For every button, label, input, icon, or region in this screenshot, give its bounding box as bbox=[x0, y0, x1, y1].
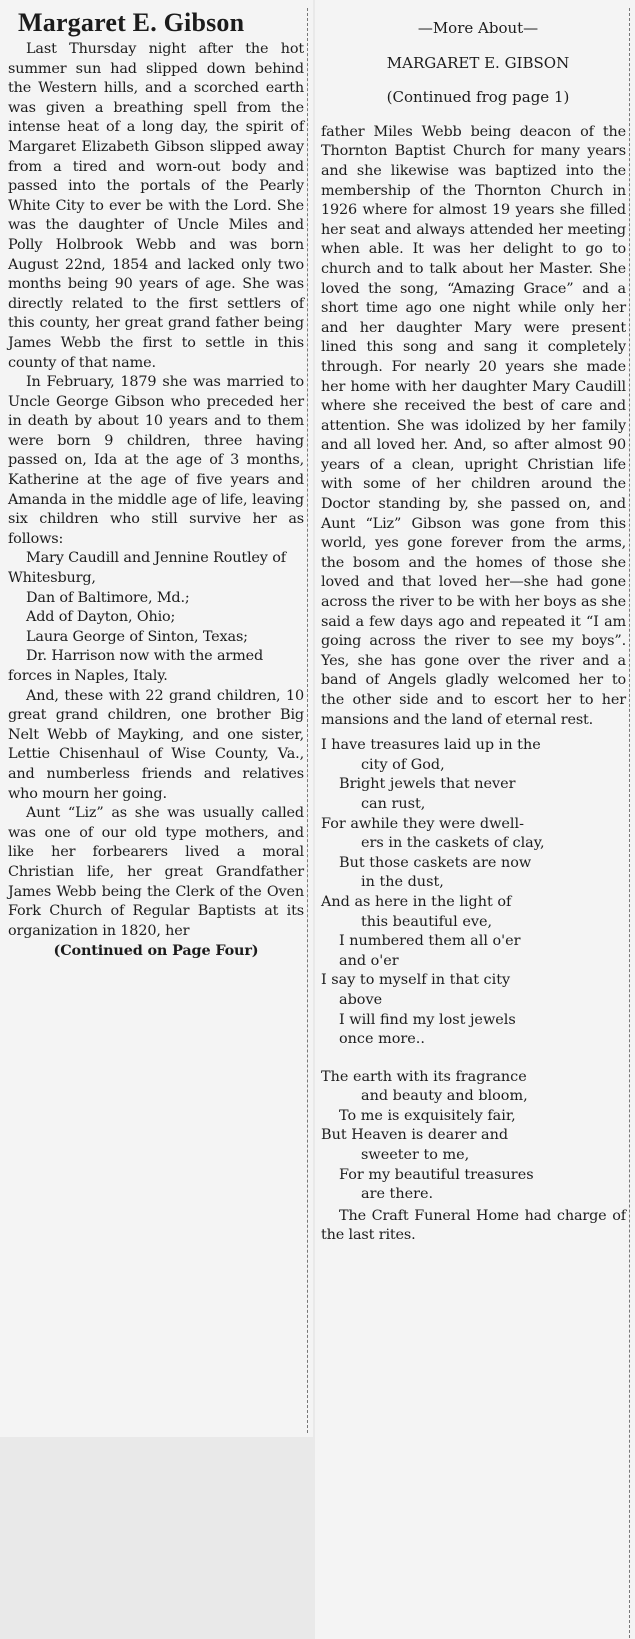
poem-line: I will find my lost jewels bbox=[339, 1011, 516, 1028]
obituary-paragraph-1: Last Thursday night after the hot summer sun had slipped down behind the Western hills, and a scorched earth was given a breathing spell from the intense heat of a long day, the spirit of Margaret Elizabeth Gibson slipped away from a tired and worn-out body and passed into the portals of the Pearly White City to ever be with the Lord. She was the daughter of Uncle Miles and Polly Holbrook Webb and was born August 22nd, 1854 and lacked only two months being 90 years of age. She was directly related to the first settlers of this county, her great grand father being James Webb the first to settle in this county of that name. bbox=[8, 41, 304, 371]
poem-line: sweeter to me, bbox=[361, 1147, 470, 1164]
poem-line: I say to myself in that city bbox=[321, 972, 511, 989]
obituary-paragraph-4: Aunt “Liz” as she was usually called was one of our old type mothers, and like her forbearers lived a moral Christian life, her great Grandfather James Webb being the Clerk of the Oven Fork Church of Regular Baptists at its organization in 1820, her bbox=[8, 805, 304, 939]
survivor-entry-3: Add of Dayton, Ohio; bbox=[26, 609, 176, 626]
poem-line: Bright jewels that never bbox=[339, 776, 516, 793]
poem-line: I numbered them all o'er bbox=[339, 933, 521, 950]
poem-line: and o'er bbox=[339, 952, 399, 969]
right-column-clipping bbox=[315, 0, 635, 1639]
column-divider-left bbox=[307, 8, 308, 1433]
poem-line: For awhile they were dwell- bbox=[321, 815, 524, 832]
survivor-entry-5: Dr. Harrison now with the armed forces in Naples, Italy. bbox=[8, 648, 264, 684]
continuation-name-heading: MARGARET E. GIBSON bbox=[386, 53, 570, 72]
poem-line: above bbox=[339, 991, 383, 1008]
poem-stanza-2 bbox=[321, 1068, 626, 1205]
poem-line: And as here in the light of bbox=[321, 893, 512, 910]
poem-line: ers in the caskets of clay, bbox=[361, 835, 545, 852]
poem-line: But Heaven is dearer and bbox=[321, 1127, 509, 1144]
survivor-entry-2: Dan of Baltimore, Md.; bbox=[26, 589, 190, 606]
obituary-headline: Margaret E. Gibson bbox=[18, 8, 245, 37]
column-divider-right bbox=[629, 8, 630, 1638]
continued-on-page-notice: (Continued on Page Four) bbox=[53, 942, 259, 960]
poem-line: city of God, bbox=[361, 756, 445, 773]
survivor-entry-4: Laura George of Sinton, Texas; bbox=[26, 628, 248, 645]
poem-line: and beauty and bloom, bbox=[361, 1088, 528, 1105]
poem-line: But those caskets are now bbox=[339, 854, 532, 871]
poem-line: The earth with its fragrance bbox=[321, 1068, 527, 1085]
poem-line: can rust, bbox=[361, 795, 426, 812]
poem-line: For my beautiful treasures bbox=[339, 1166, 534, 1183]
continued-from-notice: (Continued frog page 1) bbox=[386, 88, 570, 107]
survivor-entry-1: Mary Caudill and Jennine Routley of Whitesburg, bbox=[8, 550, 286, 587]
obituary-paragraph-3: And, these with 22 grand children, 10 great grand children, one brother Big Nelt Webb of Mayking, and one sister, Lettie Chisenhaul of Wise County, Va., and numberless friends and relatives who mourn her going. bbox=[8, 687, 304, 802]
poem-line: To me is exquisitely fair, bbox=[339, 1107, 516, 1124]
poem-line: this beautiful eve, bbox=[361, 913, 493, 930]
left-column-clipping bbox=[0, 0, 313, 1437]
funeral-home-notice: The Craft Funeral Home had charge of the last rites. bbox=[321, 1207, 626, 1244]
continuation-paragraph: father Miles Webb being deacon of the Thornton Baptist Church for many years and she likewise was baptized into the membership of the Thornton Church in 1926 where for almost 19 years she filled her seat and always attended her meeting when able. It was her delight to go to church and to talk about her Master. She loved the song, “Amazing Grace” and a short time ago one night while only her and her daughter Mary were present lined this song and sang it completely through. For nearly 20 years she made her home with her daughter Mary Caudill where she received the best of care and attention. She was idolized by her family and all loved her. And, so after almost 90 years of a clean, upright Christian life with some of her children around the Doctor standing by, she passed on, and Aunt “Liz” Gibson was gone from this world, yes gone forever from the arms, the bosom and the homes of those she loved and that loved her—she had gone across the river to be with her boys as she said a few days ago and repeated it “I am going across the river to see my boys”. Yes, she has gone over the river and a band of Angels gladly welcomed her to the other side and to escort her to her mansions and the land of eternal rest. bbox=[321, 123, 626, 728]
poem-line: once more.. bbox=[339, 1031, 425, 1048]
more-about-label: —More About— bbox=[417, 19, 539, 37]
poem-stanza-1 bbox=[321, 736, 626, 1050]
obituary-paragraph-2: In February, 1879 she was married to Uncle George Gibson who preceded her in death by about 10 years and to them were born 9 children, three having passed on, Ida at the age of 3 months, Katherine at the age of five years and Amanda in the middle age of life, leaving six children who still survive her as follows: bbox=[8, 374, 304, 547]
poem-line: in the dust, bbox=[361, 874, 444, 891]
poem-line: I have treasures laid up in the bbox=[321, 737, 541, 754]
poem-line: are there. bbox=[361, 1186, 434, 1203]
